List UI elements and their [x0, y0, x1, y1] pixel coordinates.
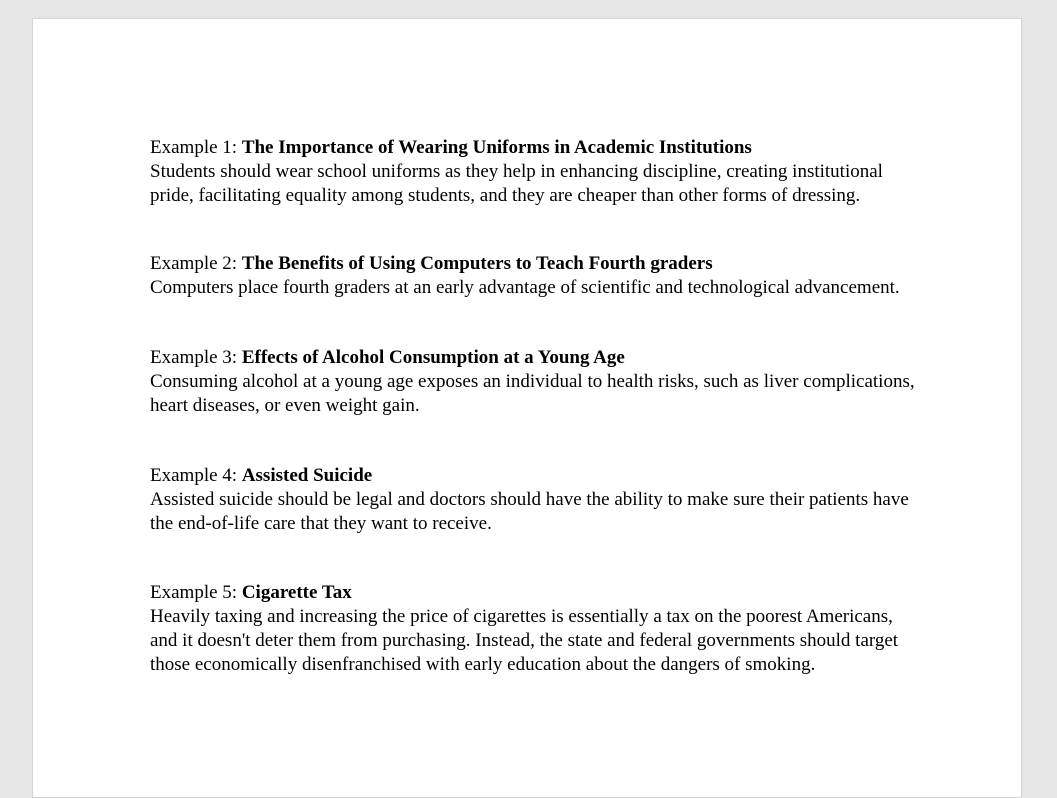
document-content: [150, 136, 920, 722]
example-body: Assisted suicide should be legal and doctors should have the ability to make sure their patients have the end-of-life care that they want to receive.: [150, 489, 909, 534]
example-5: [150, 581, 920, 677]
example-4: [150, 464, 920, 536]
example-body: Consuming alcohol at a young age exposes an individual to health risks, such as liver complications, heart diseases, or even weight gain.: [150, 371, 915, 416]
document-page: [32, 18, 1022, 798]
example-title: Assisted Suicide: [241, 465, 373, 486]
example-label: Example 2:: [150, 253, 238, 274]
example-1: [150, 136, 920, 208]
example-body: Heavily taxing and increasing the price of cigarettes is essentially a tax on the poorest Americans, and it doesn't deter them from purchasing. Instead, the state and federal governments should target those economically disenfranchised with early education about the dangers of smoking.: [150, 606, 899, 675]
example-title: Cigarette Tax: [241, 582, 352, 603]
example-heading: [150, 464, 920, 488]
example-3: [150, 346, 920, 418]
example-label: Example 3:: [150, 347, 238, 368]
example-label: Example 5:: [150, 582, 238, 603]
example-label: Example 1:: [150, 137, 238, 158]
example-body: Students should wear school uniforms as they help in enhancing discipline, creating institutional pride, facilitating equality among students, and they are cheaper than other forms of dressing.: [150, 161, 883, 206]
example-heading: [150, 346, 920, 370]
example-heading: [150, 581, 920, 605]
example-2: [150, 252, 920, 300]
example-title: The Importance of Wearing Uniforms in Academic Institutions: [241, 137, 752, 158]
example-label: Example 4:: [150, 465, 238, 486]
example-heading: [150, 136, 920, 160]
example-body: Computers place fourth graders at an early advantage of scientific and technological advancement.: [150, 277, 900, 298]
example-title: The Benefits of Using Computers to Teach Fourth graders: [241, 253, 713, 274]
example-title: Effects of Alcohol Consumption at a Young Age: [241, 347, 625, 368]
example-heading: [150, 252, 920, 276]
